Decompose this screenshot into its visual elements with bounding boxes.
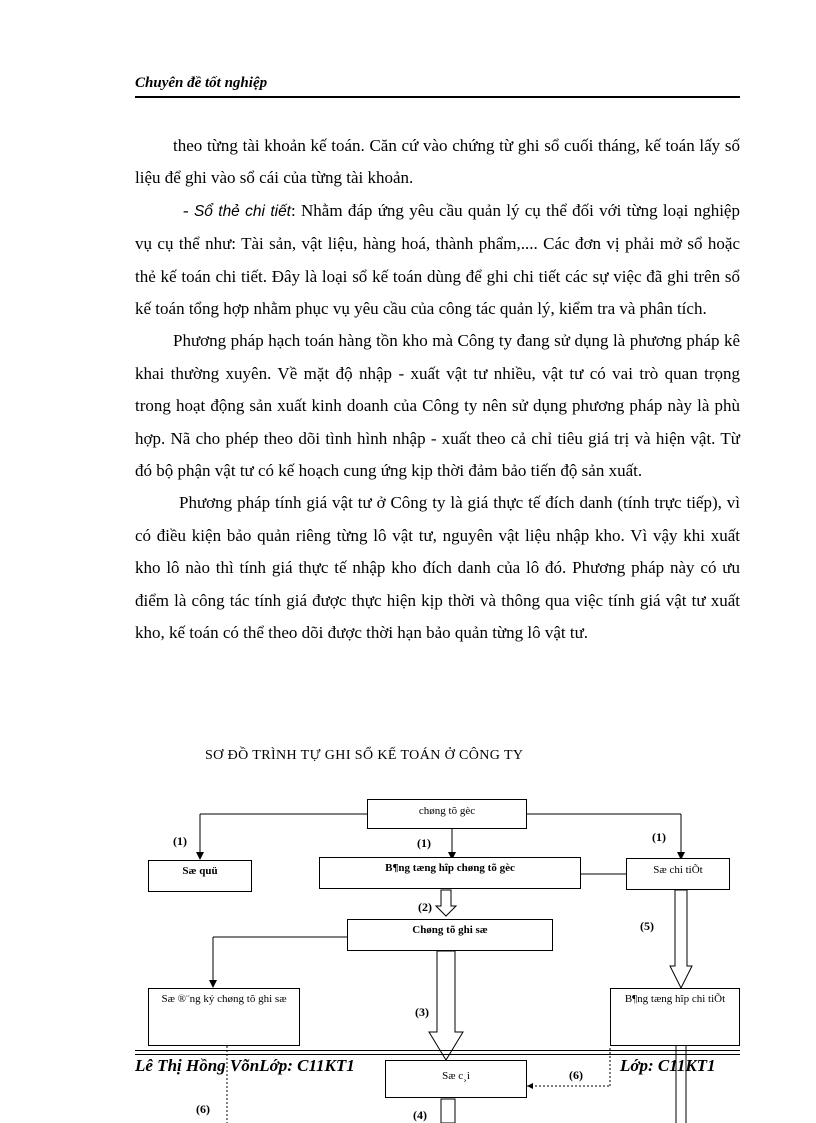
footer-class: Lớp: C11KT1 [620,1056,716,1075]
para2-colon: : [291,200,302,220]
label-1-center: (1) [417,836,431,850]
paragraph-4: Phương pháp tính giá vật tư ở Công ty là giá thực tế đích danh (tính trực tiếp), vì có điều kiện bảo quản riêng từng lô vật tư, nguyên vật liệu nhập kho. Vì vậy khi xuất kho lô nào thì tính giá thực tế nhập kho đích danh của lô đó. Phương pháp này có ưu điểm là công tác tính giá được thực hiện kịp thời và thông qua việc tính giá vật tư xuất kho, kế toán có thể theo dõi được thời hạn bảo quản từng lô vật tư. [135,493,740,643]
footer-author: Lê Thị Hồng VõnLớp: C11KT1 [135,1056,355,1075]
paragraph-3: Phương pháp hạch toán hàng tồn kho mà Công ty đang sử dụng là phương pháp kê khai thường xuyên. Về mặt độ nhập - xuất vật tư nhiều, vật tư có vai trò quan trọng trong hoạt động sản xuất kinh doanh của Công ty nên sử dụng phương pháp này là phù hợp. Nã cho phép theo dõi tình hình nhập - xuất theo cả chỉ tiêu giá trị và hiện vật. Từ đó bộ phận vật tư có kế hoạch cung ứng kịp thời đảm bảo tiến độ sản xuất. [135,331,740,481]
box-bang-tong-hop-chung-tu-goc: B¶ng tæng hîp chøng tõ gèc [319,857,581,889]
box-so-chi-tiet: Sæ chi tiÕt [626,858,730,890]
page-header [135,72,740,98]
label-6-left: (6) [196,1102,210,1116]
box-so-cai: Sæ c¸i [385,1060,527,1098]
label-1-left: (1) [173,834,187,848]
label-4: (4) [413,1108,427,1122]
label-1-right: (1) [652,830,666,844]
para2-prefix: - [183,200,194,220]
label-3: (3) [415,1005,429,1019]
para2-term: Sổ thẻ chi tiết [193,202,291,220]
paragraph-2 [135,195,740,326]
label-2: (2) [418,900,432,914]
label-5: (5) [640,919,654,933]
box-chung-tu-goc: chøng tõ gèc [367,799,527,829]
box-chung-tu-ghi-so: Chøng tõ ghi sæ [347,919,553,951]
label-6-right: (6) [569,1068,583,1082]
box-so-dang-ky-chung-tu: Sæ ®¨ng ký chøng tõ ghi sæ [148,988,300,1046]
header-title: Chuyên đề tốt nghiệp [135,75,268,91]
paragraph-1: theo từng tài khoản kế toán. Căn cứ vào chứng từ ghi sổ cuối tháng, kế toán lấy số liệu để ghi vào sổ cái của từng tài khoản. [135,136,740,188]
para2-text: Nhằm đáp ứng yêu cầu quản lý cụ thể đối với từng loại nghiệp vụ cụ thể như: Tài sản, vật liệu, hàng hoá, thành phẩm,.... Các đơn vị phải mở sổ hoặc thẻ kế toán chi tiết. Đây là loại sổ kế toán dùng để ghi chi tiết các sự việc đã ghi trên sổ kế toán tổng hợp nhằm phục vụ yêu cầu của công tác quản lý, kiểm tra và phân tích. [135,200,740,319]
body-text [135,130,740,650]
diagram-title: SƠ ĐỒ TRÌNH TỰ GHI SỔ KẾ TOÁN Ở CÔNG TY [205,748,524,763]
box-so-quy: Sæ quü [148,860,252,892]
footer-divider-2 [135,1054,740,1055]
footer-divider [135,1050,740,1051]
box-bang-tong-hop-chi-tiet: B¶ng tæng hîp chi tiÕt [610,988,740,1046]
